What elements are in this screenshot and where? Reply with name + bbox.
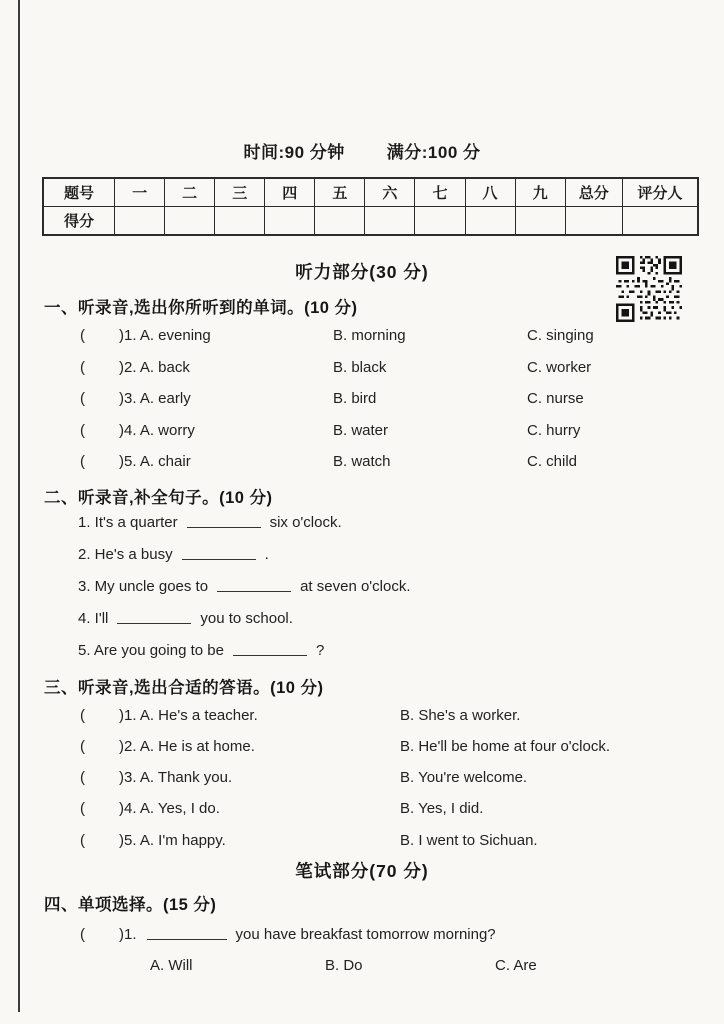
answer-paren: ( bbox=[80, 359, 85, 376]
option-a: )3. A. early bbox=[119, 390, 191, 407]
option-b: B. She's a worker. bbox=[400, 707, 521, 724]
written-part-title: 笔试部分(70 分) bbox=[295, 861, 429, 881]
fill-blank bbox=[117, 610, 191, 624]
option-c: C. hurry bbox=[527, 422, 581, 439]
answer-paren: ( bbox=[80, 390, 85, 407]
qr-code bbox=[616, 256, 682, 322]
section3-heading: 三、听录音,选出合适的答语。(10 分) bbox=[44, 679, 324, 697]
answer-paren: ( bbox=[80, 800, 85, 817]
score-col-header: 六 bbox=[365, 178, 415, 207]
option-b: B. I went to Sichuan. bbox=[400, 832, 538, 849]
s2-item-4 bbox=[78, 610, 293, 627]
score-col-header: 五 bbox=[315, 178, 365, 207]
option-a: A. Will bbox=[150, 957, 193, 974]
option-c: C. singing bbox=[527, 327, 594, 344]
answer-paren: ( bbox=[80, 422, 85, 439]
option-a: )5. A. I'm happy. bbox=[119, 832, 226, 849]
fill-blank bbox=[182, 546, 256, 560]
score-cell bbox=[365, 207, 415, 236]
answer-paren: ( bbox=[80, 327, 85, 344]
fill-blank bbox=[233, 642, 307, 656]
score-col-header: 七 bbox=[415, 178, 465, 207]
score-row-label: 得分 bbox=[43, 207, 115, 236]
option-a: )4. A. worry bbox=[119, 422, 195, 439]
answer-paren: ( bbox=[80, 832, 85, 849]
score-col-header: 四 bbox=[265, 178, 315, 207]
listening-part-title: 听力部分(30 分) bbox=[295, 262, 429, 282]
score-col-header: 评分人 bbox=[622, 178, 698, 207]
sentence-post: at seven o'clock. bbox=[300, 578, 411, 595]
option-b: B. watch bbox=[333, 453, 391, 470]
sentence-pre: 3. My uncle goes to bbox=[78, 578, 209, 595]
sentence-post: you to school. bbox=[200, 610, 293, 627]
option-c: C. worker bbox=[527, 359, 592, 376]
answer-paren: ( bbox=[80, 738, 85, 755]
score-col-header: 总分 bbox=[565, 178, 622, 207]
sentence-post: . bbox=[264, 546, 269, 563]
option-b: B. bird bbox=[333, 390, 377, 407]
fill-blank bbox=[187, 514, 261, 528]
score-cell bbox=[165, 207, 215, 236]
question-text: you have breakfast tomorrow morning? bbox=[235, 926, 496, 943]
option-a: )4. A. Yes, I do. bbox=[119, 800, 220, 817]
option-a: )2. A. back bbox=[119, 359, 190, 376]
score-table-header-row bbox=[43, 178, 698, 207]
option-b: B. morning bbox=[333, 327, 406, 344]
score-col-header: 八 bbox=[465, 178, 515, 207]
sentence-pre: 2. He's a busy bbox=[78, 546, 173, 563]
sentence-pre: 1. It's a quarter bbox=[78, 514, 178, 531]
sentence-pre: 5. Are you going to be bbox=[78, 642, 224, 659]
option-c: C. nurse bbox=[527, 390, 584, 407]
s2-item-3 bbox=[78, 578, 411, 595]
option-a: )2. A. He is at home. bbox=[119, 738, 255, 755]
option-a: )3. A. Thank you. bbox=[119, 769, 233, 786]
score-cell bbox=[515, 207, 565, 236]
s2-item-1 bbox=[78, 514, 342, 531]
score-cell bbox=[622, 207, 698, 236]
score-col-header: 一 bbox=[115, 178, 165, 207]
option-c: C. child bbox=[527, 453, 578, 470]
option-b: B. black bbox=[333, 359, 387, 376]
sentence-post: ? bbox=[315, 642, 325, 659]
option-a: )1. A. evening bbox=[119, 327, 211, 344]
fill-blank bbox=[147, 926, 227, 940]
score-cell bbox=[315, 207, 365, 236]
answer-paren: ( bbox=[80, 769, 85, 786]
s2-item-2 bbox=[78, 546, 269, 563]
time-label: 时间:90 分钟 bbox=[243, 143, 345, 162]
question-line bbox=[119, 926, 496, 943]
option-b: B. Yes, I did. bbox=[400, 800, 484, 817]
option-b: B. water bbox=[333, 422, 389, 439]
score-table-score-row bbox=[43, 207, 698, 236]
option-c: C. Are bbox=[495, 957, 537, 974]
option-a: )1. A. He's a teacher. bbox=[119, 707, 258, 724]
option-b: B. Do bbox=[325, 957, 363, 974]
fullscore-label: 满分:100 分 bbox=[386, 143, 481, 162]
answer-paren: ( bbox=[80, 453, 85, 470]
score-col-header: 三 bbox=[215, 178, 265, 207]
section1-heading: 一、听录音,选出你所听到的单词。(10 分) bbox=[44, 299, 358, 317]
qr-code-image bbox=[616, 256, 682, 322]
score-cell bbox=[465, 207, 515, 236]
score-cell bbox=[215, 207, 265, 236]
option-b: B. He'll be home at four o'clock. bbox=[400, 738, 610, 755]
question-label: )1. bbox=[119, 926, 137, 943]
option-b: B. You're welcome. bbox=[400, 769, 528, 786]
answer-paren: ( bbox=[80, 926, 85, 943]
score-cell bbox=[115, 207, 165, 236]
score-col-header: 题号 bbox=[43, 178, 115, 207]
exam-meta bbox=[0, 138, 724, 163]
score-cell bbox=[565, 207, 622, 236]
score-col-header: 二 bbox=[165, 178, 215, 207]
score-table bbox=[42, 177, 699, 236]
section2-heading: 二、听录音,补全句子。(10 分) bbox=[44, 489, 273, 507]
s2-item-5 bbox=[78, 642, 324, 659]
option-a: )5. A. chair bbox=[119, 453, 191, 470]
fill-blank bbox=[217, 578, 291, 592]
score-col-header: 九 bbox=[515, 178, 565, 207]
sentence-pre: 4. I'll bbox=[78, 610, 109, 627]
section4-heading: 四、单项选择。(15 分) bbox=[44, 896, 217, 914]
score-cell bbox=[265, 207, 315, 236]
sentence-post: six o'clock. bbox=[269, 514, 342, 531]
score-cell bbox=[415, 207, 465, 236]
answer-paren: ( bbox=[80, 707, 85, 724]
